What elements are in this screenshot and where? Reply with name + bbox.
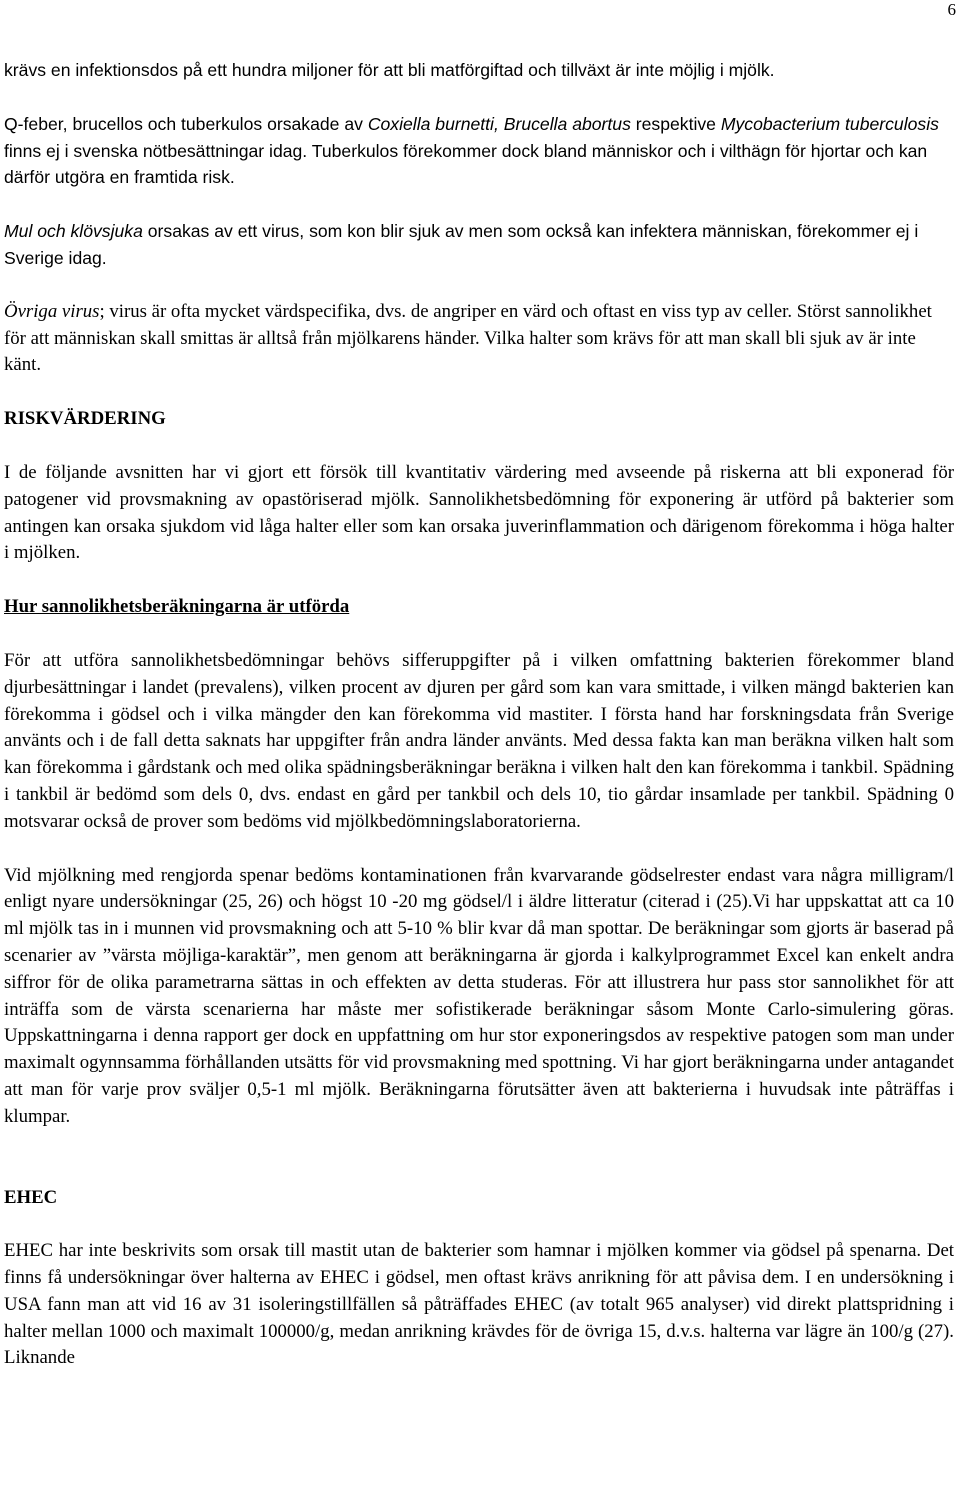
paragraph-sannolikhetsbedomningar: För att utföra sannolikhetsbedömningar behövs sifferuppgifter på i vilken omfattning bakterien förekommer bland djurbesättningar i landet (prevalens), vilken procent av djuren per gård som kan vara smittade, i vilken mängd bakterien kan förekomma i gödsel och i vilka mängder den kan förekomma vid mastiter. I första hand har forskningsdata från Sverige använts och i de fall detta saknats har uppgifter från andra länder använts. Med dessa fakta kan man beräkna vilken halt som kan förekomma i gårdstank och med olika spädningsberäkningar beräkna i vilken halt den kan förekomma i tankbil. Spädning i tankbil är bedömd som dels 0, dvs. endast en gård per tankbil och dels 10, tio gårdar insamlade per tankbil. Spädning 0 motsvarar också de prover som bedöms vid mjölkbedömningslaboratorierna. [4, 649, 954, 832]
disease-name: Mul och klövsjuka [4, 221, 143, 242]
paragraph-ovriga-virus [4, 299, 954, 379]
paragraph-mjolkning: Vid mjölkning med rengjorda spenar bedöms kontaminationen från kvarvarande gödselrester endast vara några milligram/l enligt nyare undersökningar (25, 26) och högst 10 -20 mg gödsel/l i äldre litteratur (citerad i (25).Vi har uppskattat att ca 10 ml mjölk tas in i munnen vid provsmakning och att 5-10 % blir kvar då man spottar. De beräkningar som gjorts är baserad på scenarier av ”värsta möjliga-karaktär”, men genom att beräkningarna är gjorda i kalkylprogrammet Excel kan enkelt andra siffror för de olika parametrarna sättas in och effekten av detta studeras. För att illustrera hur pass stor sannolikhet för att inträffa som de värsta scenarierna har måste mer sofistikerade beräkningar såsom Monte Carlo-simulering göras. Uppskattningarna i denna rapport ger dock en uppfattning om hur stor exponeringsdos av respektive patogen som man under maximalt ogynnsamma förhållanden utsätts för vid provsmakning med spottning. Vi har gjort beräkningarna under antagandet att man för varje prov sväljer 0,5-1 ml mjölk. Beräkningarna förutsätter även att bakterierna i huvudsak inte påträffas i klumpar. [4, 864, 954, 1127]
document-body [4, 57, 954, 1399]
text: ; virus är ofta mycket värdspecifika, dvs. de angriper en värd och oftast en viss typ av celler. Störst sannolikhet för att människan skall smittas är alltså från mjölkarens händer. Vilka halter som krävs för att man skall bli sjuk av är inte känt. [4, 300, 932, 376]
paragraph-mul-och-klovsjuka [4, 218, 954, 272]
text: orsakas av ett virus, som kon blir sjuk av men som också kan infektera människan, förekommer ej i Sverige idag. [4, 221, 919, 268]
text: respektive [630, 113, 721, 134]
paragraph-qfeber [4, 111, 954, 191]
paragraph-ehec: EHEC har inte beskrivits som orsak till mastit utan de bakterier som hamnar i mjölken kommer via gödsel på spenarna. Det finns få undersökningar över halterna av EHEC i gödsel, men oftast krävs anrikning för att påvisa dem. I en undersökning i USA fann man att vid 16 av 31 isoleringstillfällen så påträffades EHEC (av totalt 965 analyser) vid direkt plattspridning i halter mellan 1000 och maximalt 100000/g, medan anrikning krävdes för de övriga 15, d.v.s. halterna var lägre än 100/g (27). Liknande [4, 1240, 954, 1369]
heading-ehec: EHEC [4, 1186, 58, 1208]
topic-name: Övriga virus [4, 300, 100, 322]
paragraph-riskvardering: I de följande avsnitten har vi gjort ett försök till kvantitativ värdering med avseende på riskerna att bli exponerad för patogener vid provsmakning av opastöriserad mjölk. Sannolikhetsbedömning för exponering är utförd på bakterier som antingen kan orsaka sjukdom vid låga halter eller som kan orsaka juverinflammation och därigenom förekomma i höga halter i mjölken. [4, 461, 954, 564]
species-names: Coxiella burnetti, Brucella abortus [367, 113, 631, 134]
paragraph-tillvaxt: krävs en infektionsdos på ett hundra miljoner för att bli matförgiftad och tillväxt är inte möjlig i mjölk. [4, 60, 775, 80]
species-name: Mycobacterium tuberculosis [720, 113, 939, 134]
heading-sannolikhetsberakningar: Hur sannolikhetsberäkningarna är utförda [4, 596, 350, 618]
heading-riskvardering: RISKVÄRDERING [4, 408, 166, 430]
text: Q-feber, brucellos och tuberkulos orsakade av [4, 113, 368, 134]
text: finns ej i svenska nötbesättningar idag. Tuberkulos förekommer dock bland människor och i vilthägn för hjortar och kan därför utgöra en framtida risk. [4, 140, 928, 188]
page-number: 6 [947, 0, 956, 19]
